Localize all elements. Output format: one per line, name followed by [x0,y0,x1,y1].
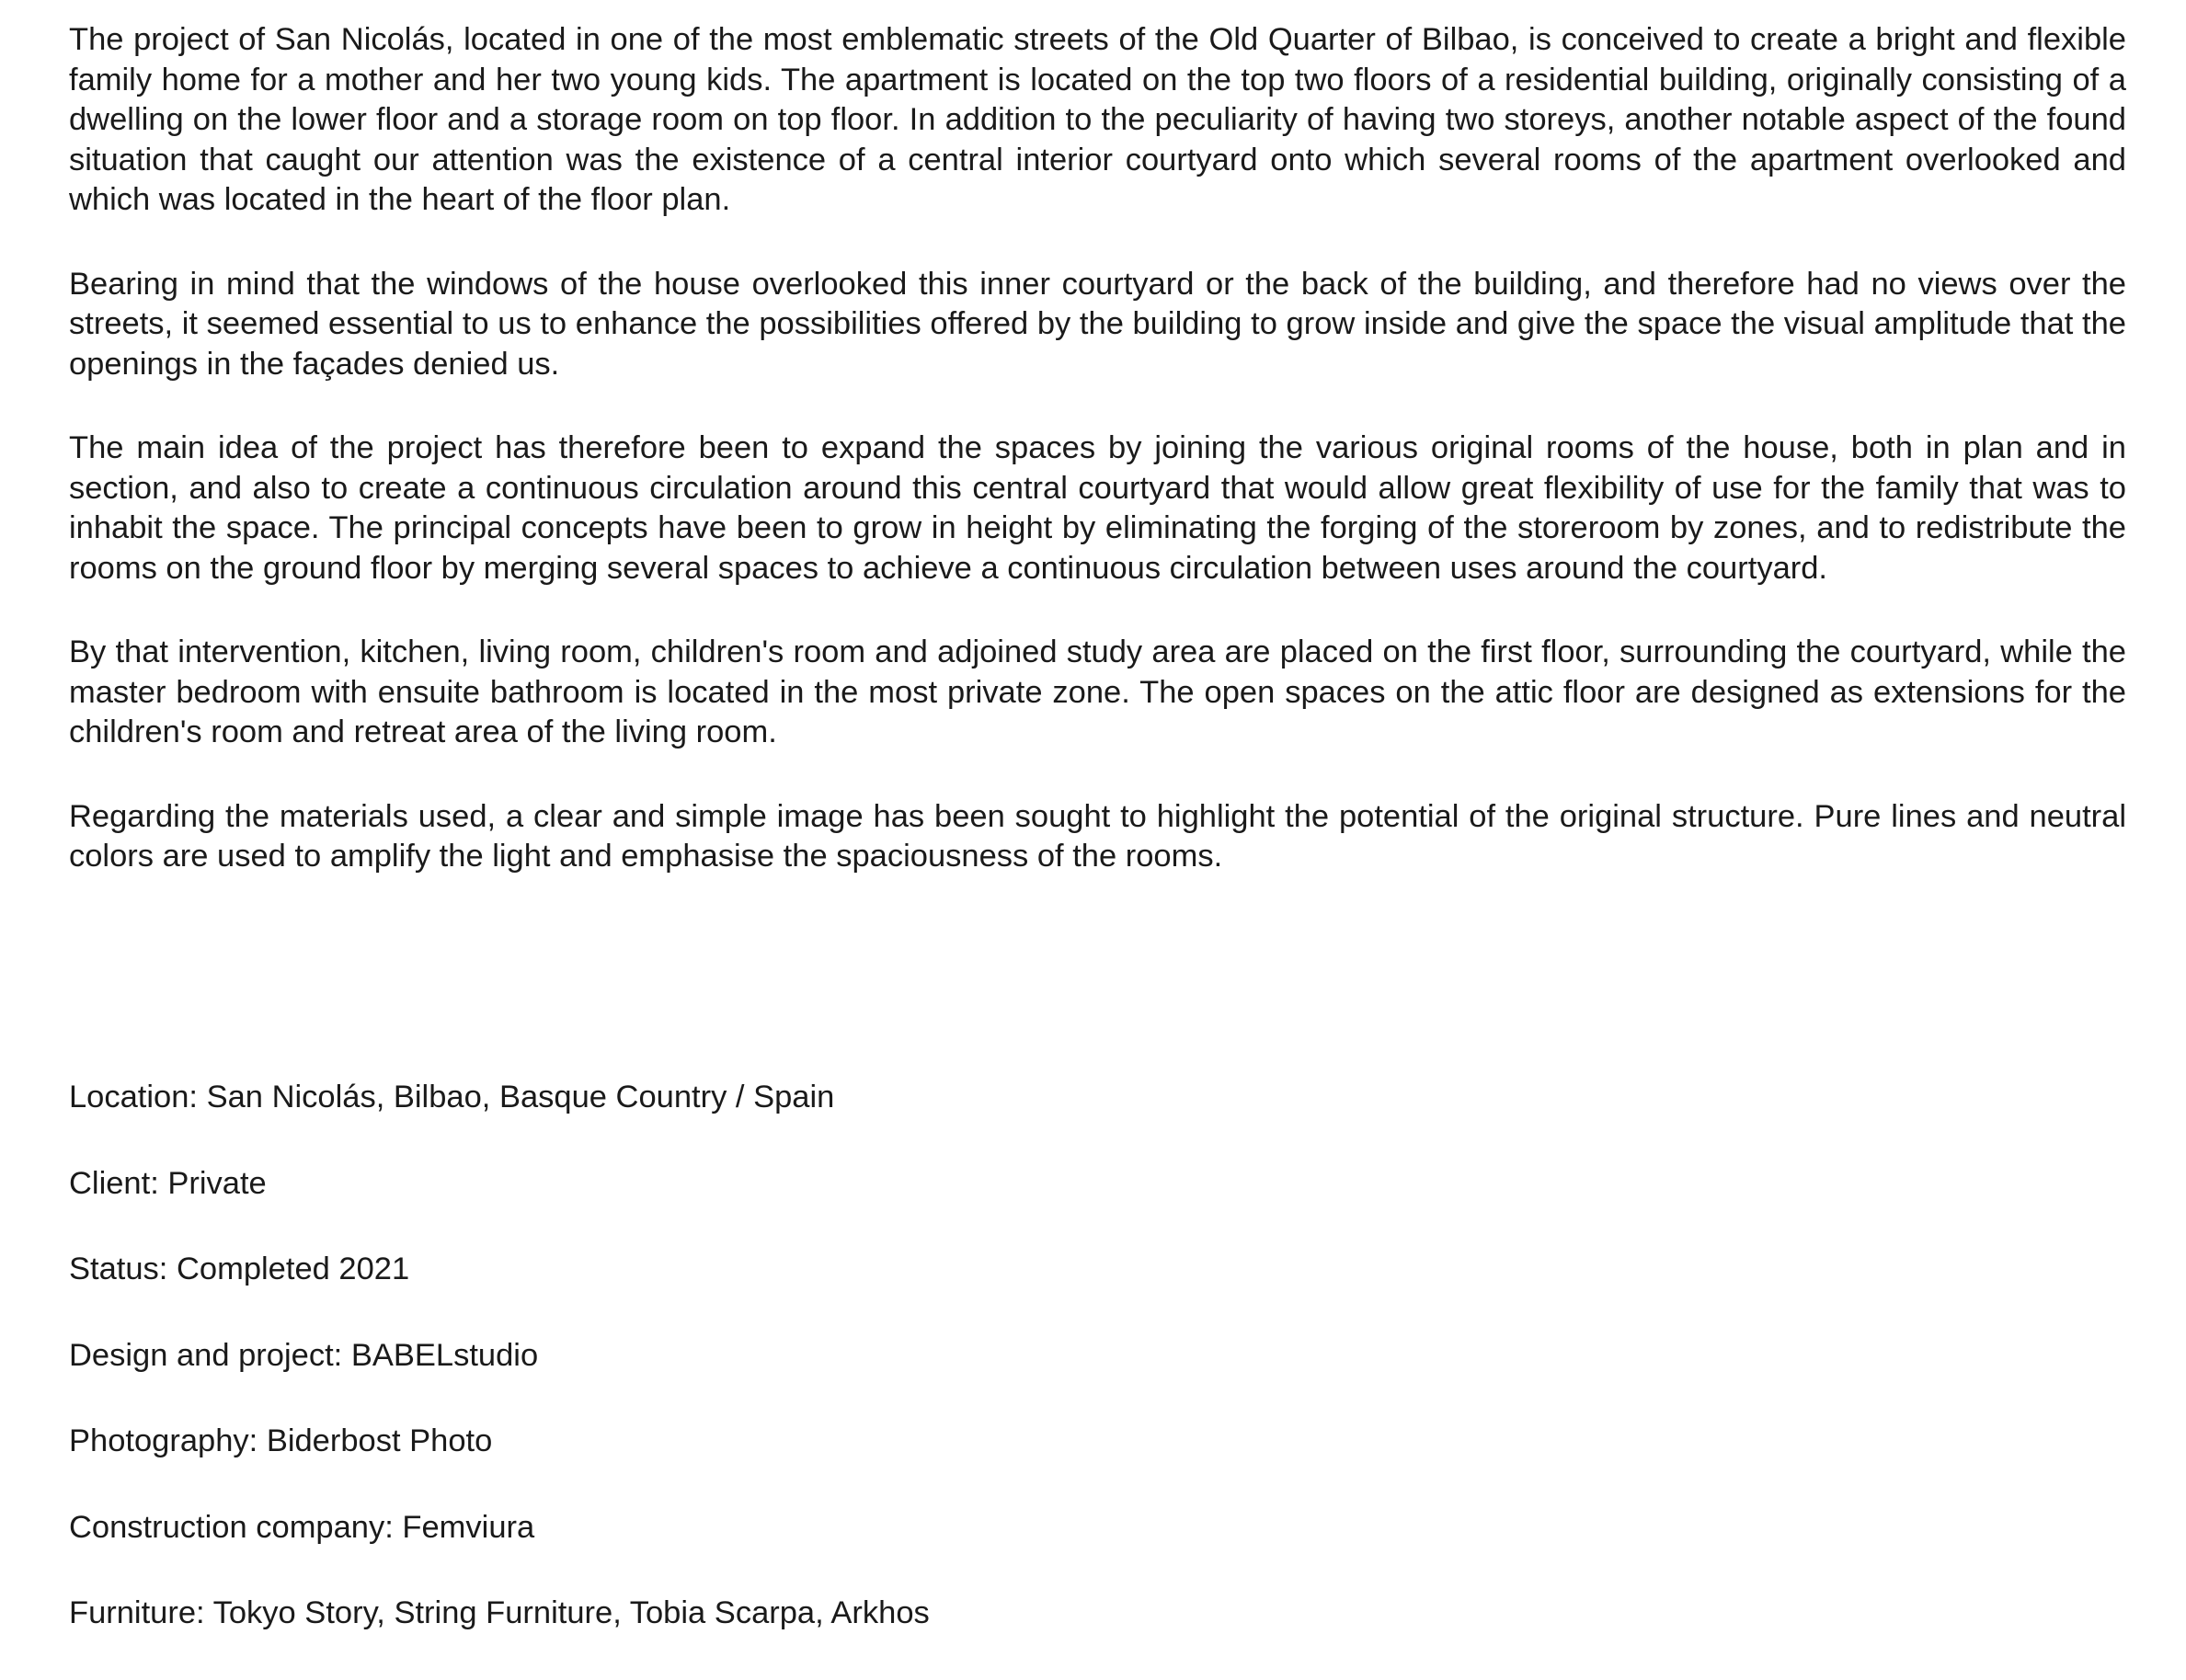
credit-client: Client: Private [69,1165,267,1201]
paragraph-windows: Bearing in mind that the windows of the house overlooked this inner courtyard or the back of the building, and therefore had no views over the streets, it seemed essential to us to enhance the possibilities offered by the building to grow inside and give the space the visual amplitude that the openings in the façades denied us. [69,266,2126,382]
paragraph-intro: The project of San Nicolás, located in one of the most emblematic streets of the Old Quarter of Bilbao, is conceived to create a bright and flexible family home for a mother and her two young kids. The apartment is located on the top two floors of a residential building, originally consisting of a dwelling on the lower floor and a storage room on top floor. In addition to the peculiarity of having two storeys, another notable aspect of the found situation that caught our attention was the existence of a central interior courtyard onto which several rooms of the apartment overlooked and which was located in the heart of the floor plan. [69,22,2126,217]
paragraph-main-idea: The main idea of the project has therefore been to expand the spaces by joining the various original rooms of the house, both in plan and in section, and also to create a continuous circulation around this central courtyard that would allow great flexibility of use for the family that was to inhabit the space. The principal concepts have been to grow in height by eliminating the forging of the storeroom by zones, and to redistribute the rooms on the ground floor by merging several spaces to achieve a continuous circulation between uses around the courtyard. [69,430,2126,586]
credit-construction: Construction company: Femviura [69,1509,535,1545]
paragraph-materials: Regarding the materials used, a clear and simple image has been sought to highlight the potential of the original structure. Pure lines and neutral colors are used to amplify the light and emphasise the spaciousness of the rooms. [69,798,2126,874]
paragraph-intervention: By that intervention, kitchen, living room, children's room and adjoined study area are placed on the first floor, surrounding the courtyard, while the master bedroom with ensuite bathroom is located in the most private zone. The open spaces on the attic floor are designed as extensions for the children's room and retreat area of the living room. [69,634,2126,749]
project-description [69,20,2126,921]
credit-location: Location: San Nicolás, Bilbao, Basque Country / Spain [69,1080,835,1114]
credit-furniture: Furniture: Tokyo Story, String Furniture, Tobia Scarpa, Arkhos [69,1595,930,1630]
project-credits [69,1078,2126,1680]
credit-status: Status: Completed 2021 [69,1251,410,1286]
credit-photography: Photography: Biderbost Photo [69,1423,493,1458]
credit-design: Design and project: BABELstudio [69,1337,539,1373]
